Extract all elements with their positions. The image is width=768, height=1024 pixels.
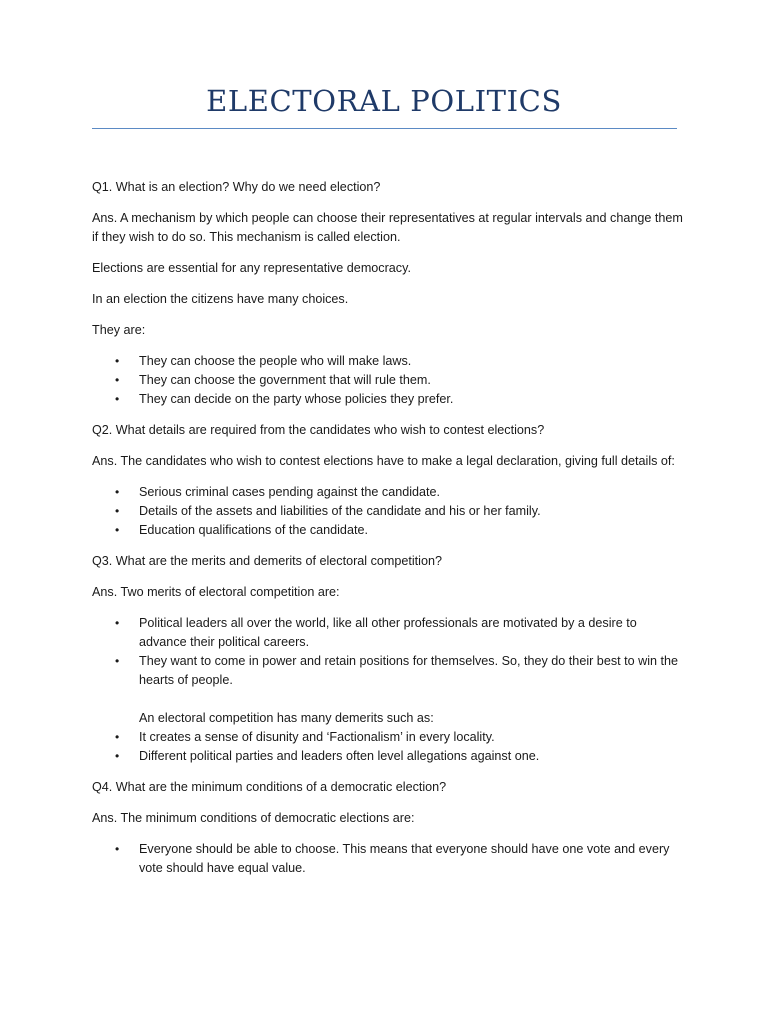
list-item: • Different political parties and leaders often level allegations against one. bbox=[92, 747, 684, 766]
q2-question: Q2. What details are required from the candidates who wish to contest elections? bbox=[92, 423, 545, 437]
q3-question: Q3. What are the merits and demerits of electoral competition? bbox=[92, 554, 442, 568]
q1-paragraph: Elections are essential for any representative democracy. bbox=[92, 261, 411, 275]
list-item: • They can choose the people who will make laws. bbox=[92, 352, 684, 371]
list-item: • Details of the assets and liabilities of the candidate and his or her family. bbox=[92, 502, 684, 521]
bullet-icon: • bbox=[115, 616, 120, 630]
bullet-icon: • bbox=[115, 654, 120, 668]
q1-bullet-list bbox=[92, 352, 684, 409]
document-body bbox=[92, 178, 684, 890]
q1-paragraph: In an election the citizens have many choices. bbox=[92, 292, 349, 306]
q1-answer: Ans. A mechanism by which people can choose their representatives at regular intervals and change them if they wish to do so. This mechanism is called election. bbox=[92, 211, 683, 244]
list-item: • Serious criminal cases pending against the candidate. bbox=[92, 483, 684, 502]
bullet-icon: • bbox=[115, 504, 120, 518]
bullet-icon: • bbox=[115, 842, 120, 856]
list-item: • Education qualifications of the candidate. bbox=[92, 521, 684, 540]
bullet-icon: • bbox=[115, 373, 120, 387]
title-underline bbox=[92, 128, 677, 129]
list-item: • Everyone should be able to choose. This means that everyone should have one vote and every vote should have equal value. bbox=[115, 842, 670, 875]
page-title: ELECTORAL POLITICS bbox=[206, 84, 562, 118]
q3-demerits-list bbox=[92, 728, 684, 766]
q4-question: Q4. What are the minimum conditions of a democratic election? bbox=[92, 780, 447, 794]
bullet-icon: • bbox=[115, 749, 120, 763]
q4-answer: Ans. The minimum conditions of democratic elections are: bbox=[92, 811, 415, 825]
q4-bullet-list bbox=[92, 840, 684, 878]
bullet-icon: • bbox=[115, 730, 120, 744]
list-item: • They want to come in power and retain positions for themselves. So, they do their best to win the hearts of people. bbox=[115, 654, 679, 687]
q3-answer: Ans. Two merits of electoral competition are: bbox=[92, 585, 340, 599]
bullet-icon: • bbox=[115, 392, 120, 406]
q1-question: Q1. What is an election? Why do we need election? bbox=[92, 180, 381, 194]
q2-answer: Ans. The candidates who wish to contest elections have to make a legal declaration, giving full details of: bbox=[92, 454, 675, 468]
bullet-icon: • bbox=[115, 354, 120, 368]
q3-bullet-list bbox=[92, 614, 684, 690]
bullet-icon: • bbox=[115, 485, 120, 499]
list-item: • It creates a sense of disunity and ‘Factionalism’ in every locality. bbox=[92, 728, 684, 747]
bullet-icon: • bbox=[115, 523, 120, 537]
q1-paragraph: They are: bbox=[92, 323, 146, 337]
list-item: • They can choose the government that will rule them. bbox=[92, 371, 684, 390]
q2-bullet-list bbox=[92, 483, 684, 540]
list-item: • Political leaders all over the world, like all other professionals are motivated by a desire to advance their political careers. bbox=[115, 616, 637, 649]
q3-demerits-intro: An electoral competition has many demerits such as: bbox=[139, 711, 434, 725]
list-item: • They can decide on the party whose policies they prefer. bbox=[92, 390, 684, 409]
